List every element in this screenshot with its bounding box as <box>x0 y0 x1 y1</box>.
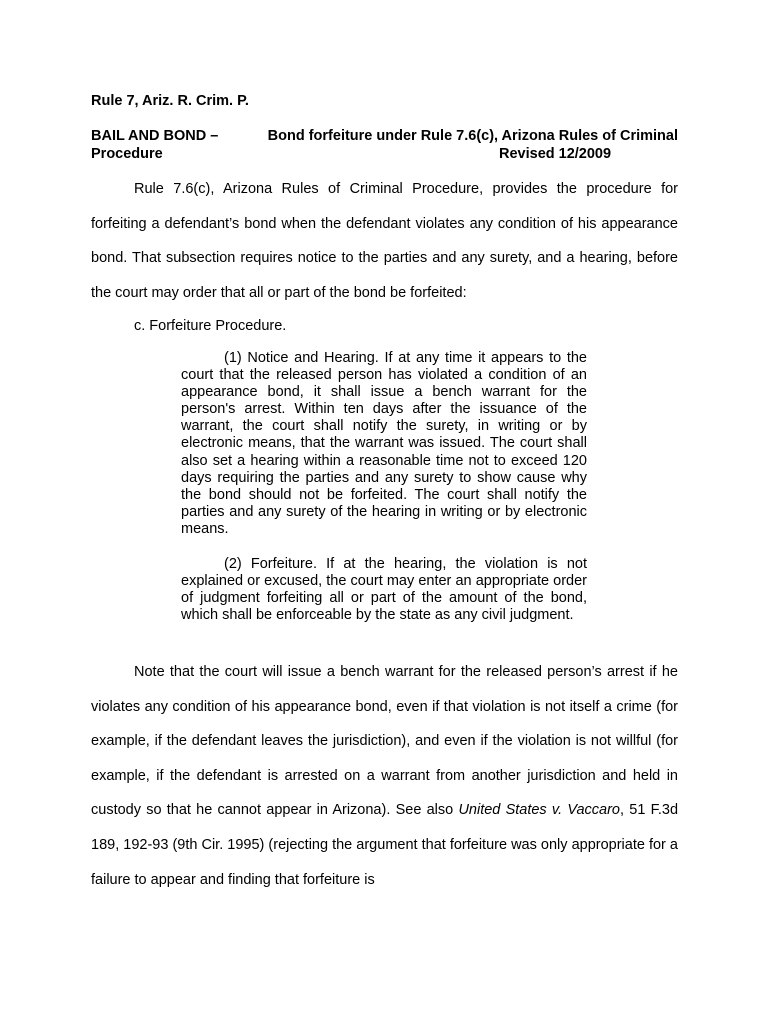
note-text: Note that the court will issue a bench warrant for the released person’s arrest if he violates any condition of his appearance bond, even if that violation is not itself a crime (for example, if the defendant leaves the jurisdiction), and even if the violation is not willful (for example, if the defendant is arrested on a warrant from another jurisdiction and held in custody so that he cannot appear in Arizona). See also <box>91 664 678 819</box>
note-paragraph <box>91 655 678 897</box>
rule-quote-notice-and-hearing: (1) Notice and Hearing. If at any time it appears to the court that the released person has violated a condition of an appearance bond, it shall issue a bench warrant for the person's arrest. Within ten days after the issuance of the warrant, the court shall notify the surety, in writing or by electronic means, that the warrant was issued. The court shall also set a hearing within a reasonable time not to exceed 120 days requiring the parties and any surety to show cause why the bond should not be forfeited. The court shall notify the parties and any surety of the hearing in writing or by electronic means. <box>181 350 587 537</box>
rule-heading: Rule 7, Ariz. R. Crim. P. <box>91 93 249 109</box>
title-line-1 <box>91 127 678 145</box>
title-subject-continued: Procedure <box>91 146 163 162</box>
title-line-2 <box>91 145 678 163</box>
intro-paragraph: Rule 7.6(c), Arizona Rules of Criminal Procedure, provides the procedure for forfeiting a defendant’s bond when the defendant violates any condition of his appearance bond. That subsection requires notice to the parties and any surety, and a hearing, before the court may order that all or part of the bond be forfeited: <box>91 181 678 301</box>
note-text-continued: , 51 F.3d 189, 192-93 (9th Cir. 1995) (rejecting the argument that forfeiture was only appropriate for a failure to appear and finding that forfeiture is <box>91 802 679 888</box>
title-topic: BAIL AND BOND – <box>91 128 219 144</box>
case-citation-name: United States v. Vaccaro <box>458 802 620 819</box>
subsection-label: c. Forfeiture Procedure. <box>134 318 287 334</box>
rule-quote-forfeiture: (2) Forfeiture. If at the hearing, the violation is not explained or excused, the court may enter an appropriate order of judgment forfeiting all or part of the amount of the bond, which shall be enforceable by the state as any civil judgment. <box>181 556 587 624</box>
revision-date: Revised 12/2009 <box>499 146 612 162</box>
document-title <box>91 127 678 163</box>
title-subject: Bond forfeiture under Rule 7.6(c), Arizona Rules of Criminal <box>267 128 678 144</box>
